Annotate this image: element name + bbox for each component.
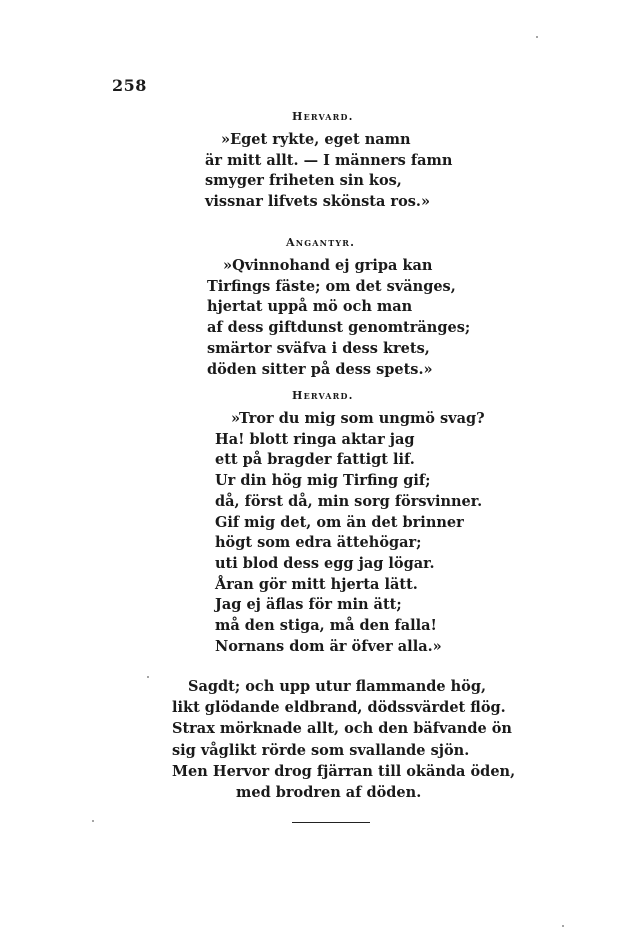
verse-line: ett på bragder fattigt lif. — [215, 451, 415, 469]
verse-line: smärtor sväfva i dess krets, — [207, 339, 430, 357]
paper-speck — [147, 676, 149, 678]
verse-line: Ha! blott ringa aktar jag — [215, 430, 415, 448]
end-rule — [292, 822, 370, 823]
stanza — [205, 130, 452, 213]
page-number: 258 — [112, 76, 147, 95]
narrative-line: Strax mörknade allt, och den bäfvande ön — [172, 720, 512, 738]
verse-line: hjertat uppå mö och man — [207, 298, 413, 316]
verse-line: är mitt allt. — I männers famn — [205, 151, 453, 169]
narrative-line: sig våglikt rörde som svallande sjön. — [172, 741, 470, 759]
verse-line: Åran gör mitt hjerta lätt. — [215, 575, 418, 593]
verse-line: »Eget rykte, eget namn — [221, 131, 411, 148]
verse-line: af dess giftdunst genomtränges; — [207, 319, 471, 337]
stanza — [207, 256, 470, 380]
paper-speck — [536, 36, 538, 38]
verse-line: »Tror du mig som ungmö svag? — [231, 410, 485, 427]
verse-line: Tirfings fäste; om det svänges, — [207, 277, 456, 295]
verse-line: Nornans dom är öfver alla.» — [215, 637, 442, 655]
narrative-stanza — [172, 676, 515, 803]
paper-speck — [562, 925, 564, 927]
paper-speck — [92, 820, 94, 822]
verse-line: högt som edra ättehögar; — [215, 534, 422, 552]
narrative-line: Sagdt; och upp utur flammande hög, — [188, 678, 487, 695]
speaker-heading: Angantyr. — [286, 236, 356, 249]
verse-line: »Qvinnohand ej gripa kan — [223, 257, 433, 274]
verse-line: uti blod dess egg jag lögar. — [215, 554, 435, 572]
narrative-line: Men Hervor drog fjärran till okända öden, — [172, 762, 516, 780]
verse-line: må den stiga, må den falla! — [215, 617, 437, 635]
stanza — [215, 409, 485, 657]
narrative-line: med brodren af döden. — [236, 784, 422, 802]
speaker-heading: Hervard. — [292, 389, 354, 402]
narrative-line: likt glödande eldbrand, dödssvärdet flög. — [172, 699, 506, 717]
verse-line: smyger friheten sin kos, — [205, 172, 402, 190]
verse-line: Ur din hög mig Tirfing gif; — [215, 472, 431, 490]
verse-line: då, först då, min sorg försvinner. — [215, 492, 483, 510]
speaker-heading: Hervard. — [292, 110, 354, 123]
verse-line: vissnar lifvets skönsta ros.» — [205, 193, 431, 211]
verse-line: döden sitter på dess spets.» — [207, 360, 433, 378]
verse-line: Gif mig det, om än det brinner — [215, 513, 464, 531]
verse-line: Jag ej äflas för min ätt; — [215, 596, 402, 614]
